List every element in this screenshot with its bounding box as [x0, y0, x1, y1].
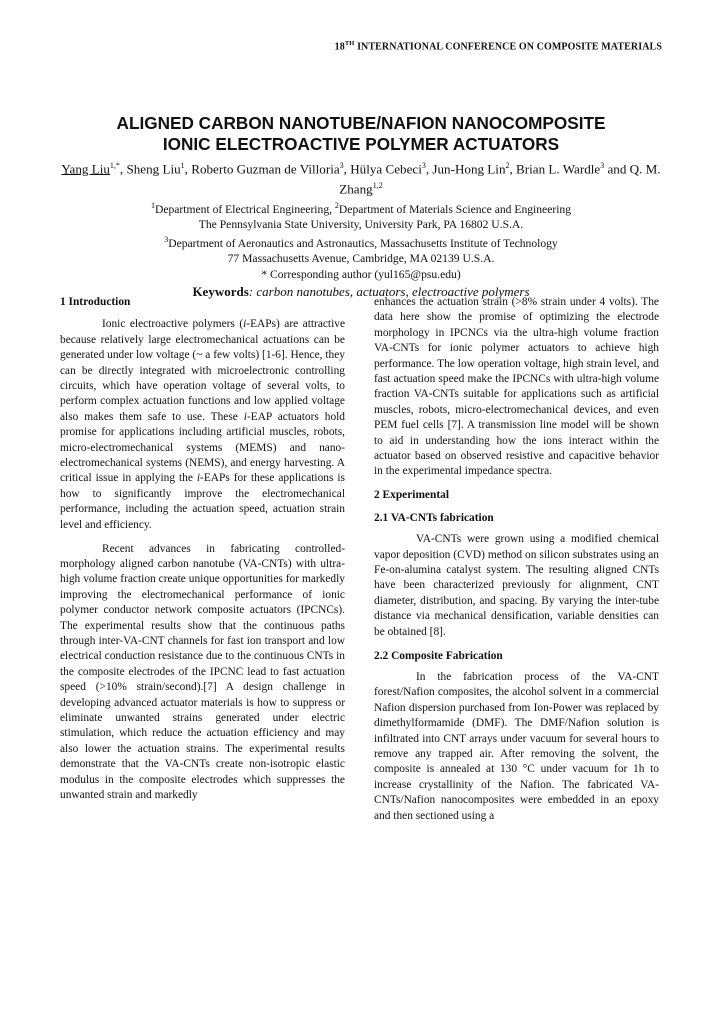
text-run: -EAPs) are attractive because relatively large electromechanical actuations can be generated under low voltage (~ a few volts) [1-6]. Hence, they can be directly integrated with microelectronic controlling circuits, which have operation voltage of several volts, to perform complex actuation functions and low applied voltage also makes them safe to use. These [60, 318, 346, 423]
author-yang-liu: Yang Liu [61, 161, 110, 177]
author-list [60, 157, 662, 198]
author-cebeci: , Hülya Cebeci [343, 161, 422, 177]
corresponding-author: * Corresponding author (yul165@psu.edu) [261, 267, 461, 281]
keywords-text: : carbon nanotubes, actuators, electroactive polymers [248, 283, 530, 299]
author-wardle: , Brian L. Wardle [509, 161, 601, 177]
author-sup: 2 [505, 161, 510, 170]
author-sup: 1 [180, 161, 185, 170]
heading-vacnt-fabrication: 2.1 VA-CNTs fabrication [374, 511, 494, 524]
author-sup: 1,* [109, 161, 120, 170]
paper-title-line-2: IONIC ELECTROACTIVE POLYMER ACTUATORS [162, 134, 560, 154]
paper-title [60, 113, 662, 155]
author-sup: 3 [600, 161, 605, 170]
heading-composite-fabrication: 2.2 Composite Fabrication [374, 649, 503, 662]
paper-title-line-1: ALIGNED CARBON NANOTUBE/NAFION NANOCOMPOSITE [116, 113, 606, 133]
keywords-label: Keywords [192, 283, 249, 299]
author-sheng-liu: , Sheng Liu [119, 161, 181, 177]
author-zhang: and Q. M. Zhang [339, 161, 661, 197]
affil-sup: 3 [164, 235, 169, 245]
intro-paragraph-2: Recent advances in fabricating controlled-morphology aligned carbon nanotube (VA-CNTs) with ultra-high volume fraction create unique opportunities for markedly improving the electromechanical performance of ionic polymer conductor network composite actuators (IPCNCs). The experimental results show that the continuous paths through inter-VA-CNT channels for fast ion transport and low electrical conduction resistance due to the continuous CNTs in the composite electrodes of the IPCNC lead to fast actuation speed (>10% strain/second).[7] A design challenge in developing advanced actuator materials is how to suppress or eliminate unwanted strains generated under electric stimulation, which reduce the actuation efficiency and may also lower the actuation strains. The experimental results demonstrate that the VA-CNTs create non-isotropic elastic modulus in the composite electrodes which suppresses the unwanted strain and markedly [60, 542, 345, 802]
text-run-italic: i [243, 318, 247, 331]
title-block [60, 113, 662, 300]
author-sup: 3 [421, 161, 426, 170]
affiliation-line-4: 77 Massachusetts Avenue, Cambridge, MA 02139 U.S.A. [227, 252, 495, 266]
text-run: Ionic electroactive polymers ( [102, 318, 244, 331]
conference-number: 18 [334, 41, 345, 53]
heading-introduction: 1 Introduction [60, 296, 131, 308]
text-run: -EAP actuators hold promise for applications including artificial muscles, robots, micro-electromechanical systems (MEMS) and nano-electromechanical systems (NEMS), and energy harvesting. A critical issue in applying the [60, 410, 345, 485]
vacnt-fabrication-paragraph: VA-CNTs were grown using a modified chemical vapor deposition (CVD) method on silicon substrates using an Fe-on-alumina catalyst system. The resulting aligned CNTs have been characterized previously for alignment, CNT diameter, distribution, and spacing. By varying the inter-tube distance via mechanical densification, variable densities can be obtained [8]. [374, 533, 659, 638]
conference-name: INTERNATIONAL CONFERENCE ON COMPOSITE MATERIALS [354, 41, 662, 53]
affiliation-line-1 [60, 198, 662, 217]
affil-ee: Department of Electrical Engineering, [154, 202, 335, 216]
intro-paragraph-2-continued: enhances the actuation strain (>8% strain under 4 volts). The data here show the promise of optimizing the electrode morphology in IPCNCs via the ultra-high volume fraction VA-CNTs for ionic polymer actuators to achieve high performance. The low operation voltage, high strain level, and fast actuation speed make the IPCNCs with ultra-high volume fraction VA-CNTs suitable for applications such as artificial muscles, robots, micro-electromechanical devices, and even PEM fuel cells [7]. A transmission line model will be shown to aid in understanding how the ions interact within the actuator based on observed resistive and capacitive behavior in the experimental impedance spectra. [374, 296, 659, 478]
author-lin: , Jun-Hong Lin [425, 161, 506, 177]
author-sup: 1,2 [372, 181, 383, 191]
conference-ordinal: TH [344, 40, 355, 47]
affil-mse: Department of Materials Science and Engineering [338, 202, 572, 216]
author-sup: 3 [339, 161, 344, 170]
affil-sup: 1 [150, 200, 155, 210]
intro-paragraph-1 [60, 317, 345, 533]
composite-fabrication-paragraph: In the fabrication process of the VA-CNT forest/Nafion composites, the alcohol solvent in a commercial Nafion dispersion purchased from Ion-Power was replaced by dimethylformamide (DMF). The DMF/Nafion solution is infiltrated into CNT arrays under vacuum for several hours to remove any trapped air. After removing the solvent, the composite is annealed at 130 °C under vacuum for 1h to increase crystallinity of the Nafion. The fabricated VA-CNTs/Nafion nanocomposites were embedded in an epoxy and then sectioned using a [374, 670, 659, 822]
text-run-italic: i [196, 472, 201, 485]
left-column [60, 295, 345, 812]
running-header [335, 40, 662, 52]
affil-aero: Department of Aeronautics and Astronautics, Massachusetts Institute of Technology [168, 237, 558, 251]
right-column [374, 295, 659, 833]
affiliations [60, 198, 662, 282]
text-run-italic: i [243, 410, 247, 423]
affiliation-line-3 [60, 232, 662, 251]
affil-sup: 2 [334, 200, 339, 210]
author-guzman: , Roberto Guzman de Villoria [184, 161, 340, 177]
heading-experimental: 2 Experimental [374, 489, 449, 502]
affiliation-line-2: The Pennsylvania State University, University Park, PA 16802 U.S.A. [198, 217, 524, 231]
text-run: -EAPs for these applications is how to significantly improve the electromechanical performance, including the actuation speed, actuation strain level and efficiency. [60, 472, 345, 531]
